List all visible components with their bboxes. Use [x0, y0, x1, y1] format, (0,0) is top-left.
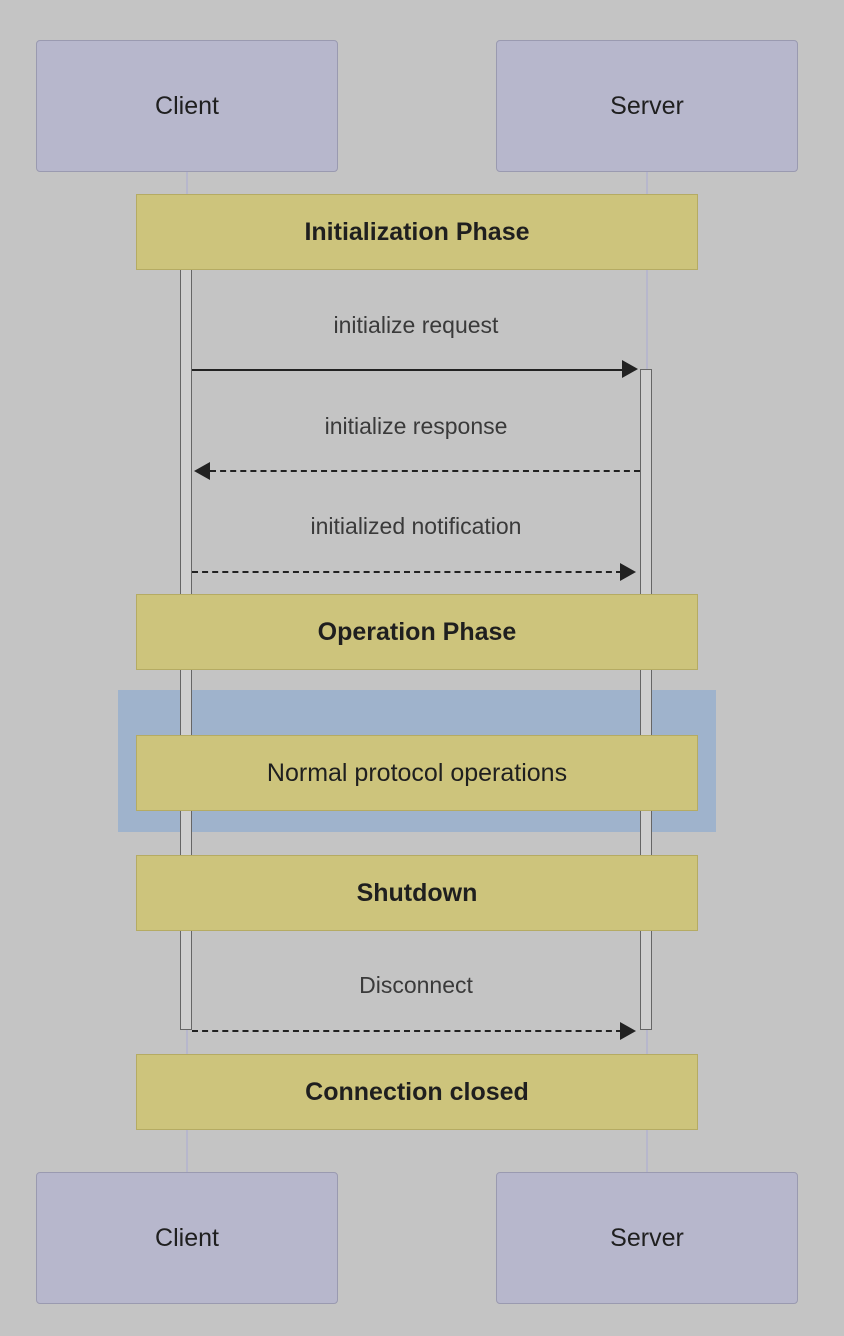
phase-label: Operation Phase — [317, 617, 517, 646]
phase-bar-connection-closed — [136, 1054, 698, 1130]
participant-server-bottom[interactable] — [496, 1172, 798, 1304]
message-line-initialize-request — [192, 369, 624, 371]
phase-label: Initialization Phase — [304, 217, 530, 246]
phase-bar-normal-operations — [136, 735, 698, 811]
arrow-head-left-initialize-response — [194, 462, 210, 480]
participant-client-top[interactable] — [36, 40, 338, 172]
participant-label: Client — [155, 91, 219, 120]
message-label-disconnect — [186, 972, 646, 999]
arrow-head-right-disconnect — [620, 1022, 636, 1040]
phase-bar-shutdown — [136, 855, 698, 931]
arrow-head-right-initialize-request — [622, 360, 638, 378]
participant-label: Client — [155, 1223, 219, 1252]
message-text: initialize request — [333, 312, 499, 338]
message-label-initialize-request — [186, 312, 646, 339]
message-text: Disconnect — [359, 972, 473, 998]
participant-label: Server — [610, 1223, 684, 1252]
phase-label: Normal protocol operations — [266, 758, 568, 787]
message-text: initialize response — [324, 413, 508, 439]
message-label-initialized-notification — [186, 513, 646, 540]
message-text: initialized notification — [310, 513, 522, 539]
phase-bar-operation — [136, 594, 698, 670]
message-line-initialized-notification — [192, 571, 622, 573]
message-line-initialize-response — [210, 470, 640, 472]
phase-label: Connection closed — [305, 1077, 529, 1106]
phase-label: Shutdown — [356, 878, 478, 907]
participant-server-top[interactable] — [496, 40, 798, 172]
participant-label: Server — [610, 91, 684, 120]
participant-client-bottom[interactable] — [36, 1172, 338, 1304]
phase-bar-initialization — [136, 194, 698, 270]
message-label-initialize-response — [186, 413, 646, 440]
arrow-head-right-initialized-notification — [620, 563, 636, 581]
message-line-disconnect — [192, 1030, 622, 1032]
